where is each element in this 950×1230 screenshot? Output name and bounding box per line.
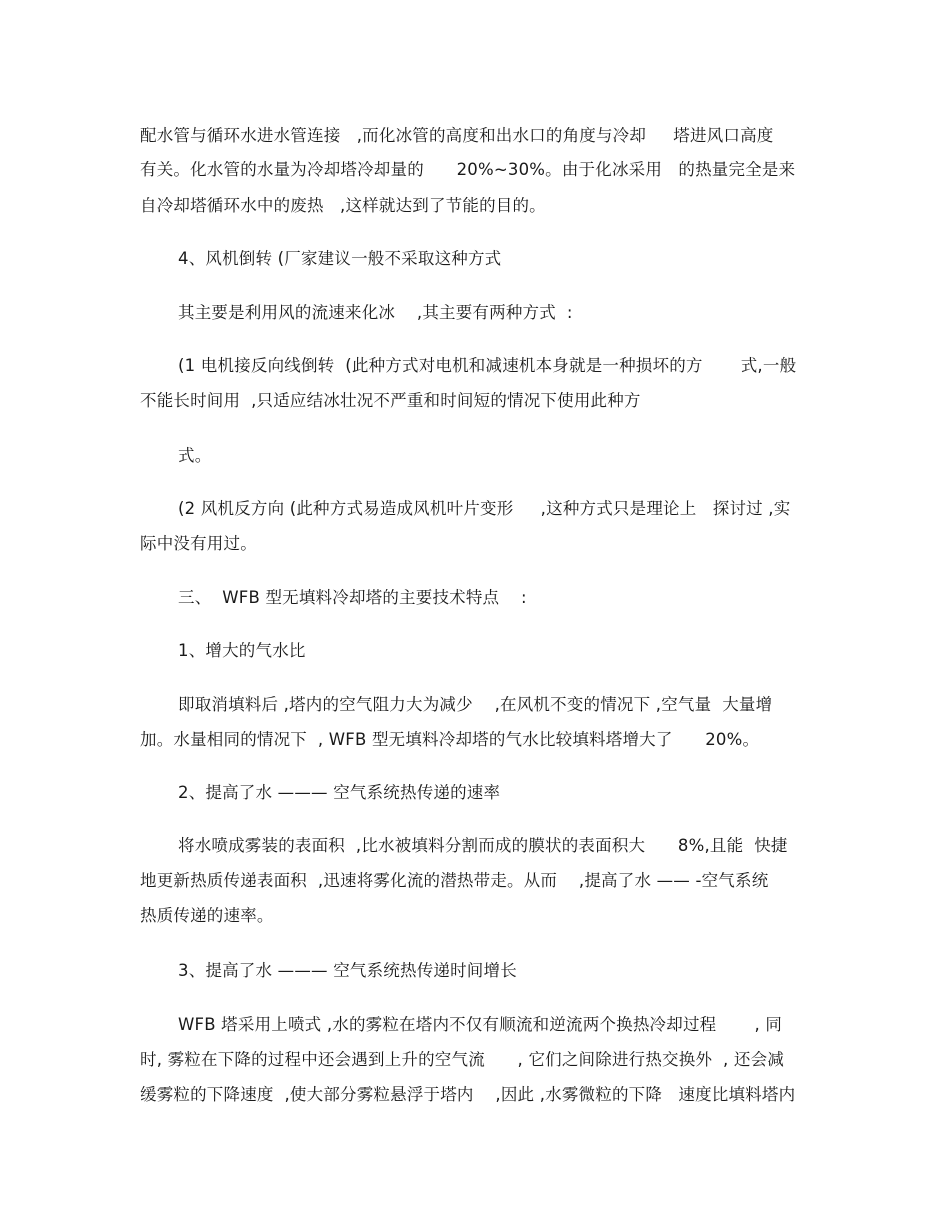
text-line-5: 其主要是利用风的流速来化冰 ,其主要有两种方式 : [178,303,573,322]
text-line-9: (2 风机反方向 (此种方式易造成风机叶片变形 ,这种方式只是理论上 探讨过 ,实 [178,499,791,518]
text-line-2: 有关。化水管的水量为冷却塔冷却量的 20%~30%。由于化冰采用 的热量完全是来 [140,160,796,179]
section-heading-heat-transfer-time: 3、提高了水 ——— 空气系统热传递时间增长 [178,961,517,980]
text-line-22: 缓雾粒的下降速度 ,使大部分雾粒悬浮于塔内 ,因此 ,水雾微粒的下降 速度比填料塔内 [140,1085,796,1104]
section-heading-fan-reverse: 4、风机倒转 (厂家建议一般不采取这种方式 [178,249,502,268]
text-line-7: 不能长时间用 ,只适应结冰壮况不严重和时间短的情况下使用此种方 [140,391,641,410]
text-line-3: 自冷却塔循环水中的废热 ,这样就达到了节能的目的。 [140,196,546,215]
text-line-17: 地更新热质传递表面积 ,迅速将雾化流的潜热带走。从而 ,提高了水 —— -空气系统 [140,871,769,890]
text-line-18: 热质传递的速率。 [140,906,274,925]
text-line-21: 时, 雾粒在下降的过程中还会遇到上升的空气流 , 它们之间除进行热交换外 , 还会减 [140,1050,785,1069]
section-heading-wfb-features: 三、 WFB 型无填料冷却塔的主要技术特点 : [178,588,527,607]
text-line-16: 将水喷成雾装的表面积 ,比水被填料分割而成的膜状的表面积大 8%,且能 快捷 [178,836,788,855]
text-line-14: 加。水量相同的情况下 , WFB 型无填料冷却塔的气水比较填料塔增大了 20%。 [140,730,760,749]
text-line-10: 际中没有用过。 [140,534,257,553]
text-line-6: (1 电机接反向线倒转 (此种方式对电机和减速机本身就是一种损坏的方 式,一般 [178,356,797,375]
text-line-13: 即取消填料后 ,塔内的空气阻力大为减少 ,在风机不变的情况下 ,空气量 大量增 [178,695,773,714]
section-heading-air-water-ratio: 1、增大的气水比 [178,641,306,660]
section-heading-heat-transfer-rate: 2、提高了水 ——— 空气系统热传递的速率 [178,783,501,802]
text-line-1: 配水管与循环水进水管连接 ,而化冰管的高度和出水口的角度与冷却 塔进风口高度 [140,126,774,145]
text-line-8: 式。 [178,446,212,465]
text-line-20: WFB 塔采用上喷式 ,水的雾粒在塔内不仅有顺流和逆流两个换热冷却过程 , 同 [178,1015,783,1034]
